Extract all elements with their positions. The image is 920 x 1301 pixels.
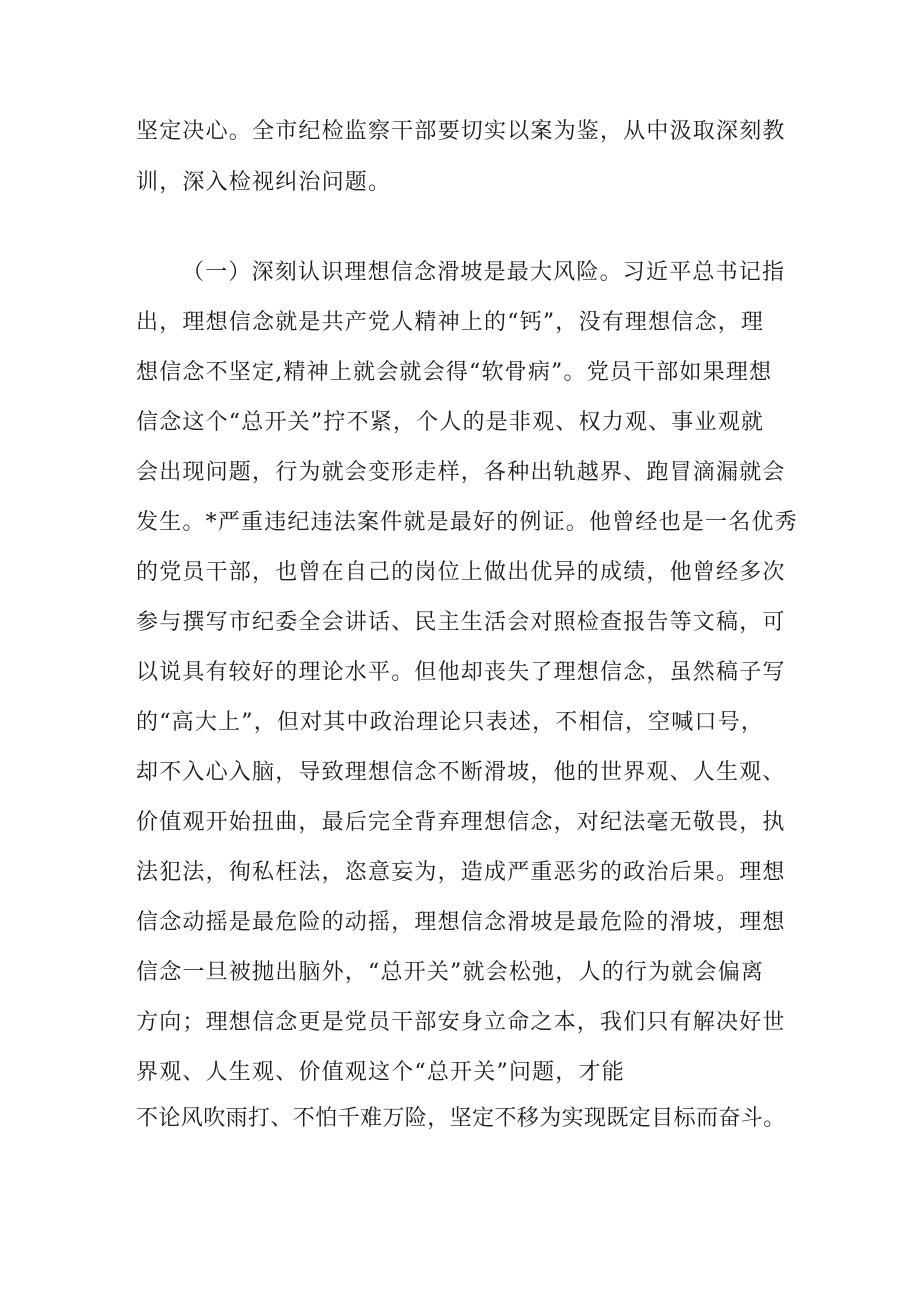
text-line: 信念一旦被抛出脑外，“总开关”就会松弛，人的行为就会偏离 [136, 960, 765, 985]
text-line: 参与撰写市纪委全会讲话、民主生活会对照检查报告等文稿，可 [136, 610, 786, 635]
text-line: 出，理想信念就是共产党人精神上的“钙”，没有理想信念，理 [136, 310, 765, 335]
text-line: 的党员干部，也曾在自己的岗位上做出优异的成绩，他曾经多次 [136, 560, 786, 585]
text-line: 不论风吹雨打、不怕千难万险，坚定不移为实现既定目标而奋斗。 [136, 1106, 786, 1131]
text-line: 发生。*严重违纪违法案件就是最好的例证。他曾经也是一名优秀 [136, 510, 798, 535]
text-line: 信念动摇是最危险的动摇，理想信念滑坡是最危险的滑坡，理想 [136, 910, 786, 935]
text-line: 训，深入检视纠治问题。 [136, 170, 392, 195]
text-line: 以说具有较好的理论水平。但他却丧失了理想信念，虽然稿子写 [136, 660, 786, 685]
text-line: 的“高大上”，但对其中政治理论只表述，不相信，空喊口号， [136, 710, 765, 735]
section-heading-line: （一）深刻认识理想信念滑坡是最大风险。习近平总书记指 [182, 260, 786, 285]
text-line: 法犯法，徇私枉法，恣意妄为，造成严重恶劣的政治后果。理想 [136, 860, 786, 885]
text-line: 界观、人生观、价值观这个“总开关”问题，才能 [136, 1060, 625, 1085]
text-line: 信念这个“总开关”拧不紧，个人的是非观、权力观、事业观就 [136, 410, 765, 435]
text-line: 价值观开始扭曲，最后完全背弃理想信念，对纪法毫无敬畏，执 [136, 810, 786, 835]
text-line: 方向；理想信念更是党员干部安身立命之本，我们只有解决好世 [136, 1010, 786, 1035]
text-line: 会出现问题，行为就会变形走样，各种出轨越界、跑冒滴漏就会 [136, 460, 786, 485]
text-line: 坚定决心。全市纪检监察干部要切实以案为鉴，从中汲取深刻教 [136, 119, 786, 144]
text-line: 想信念不坚定,精神上就会就会得“软骨病”。党员干部如果理想 [136, 360, 773, 385]
text-line: 却不入心入脑，导致理想信念不断滑坡，他的世界观、人生观、 [136, 760, 786, 785]
